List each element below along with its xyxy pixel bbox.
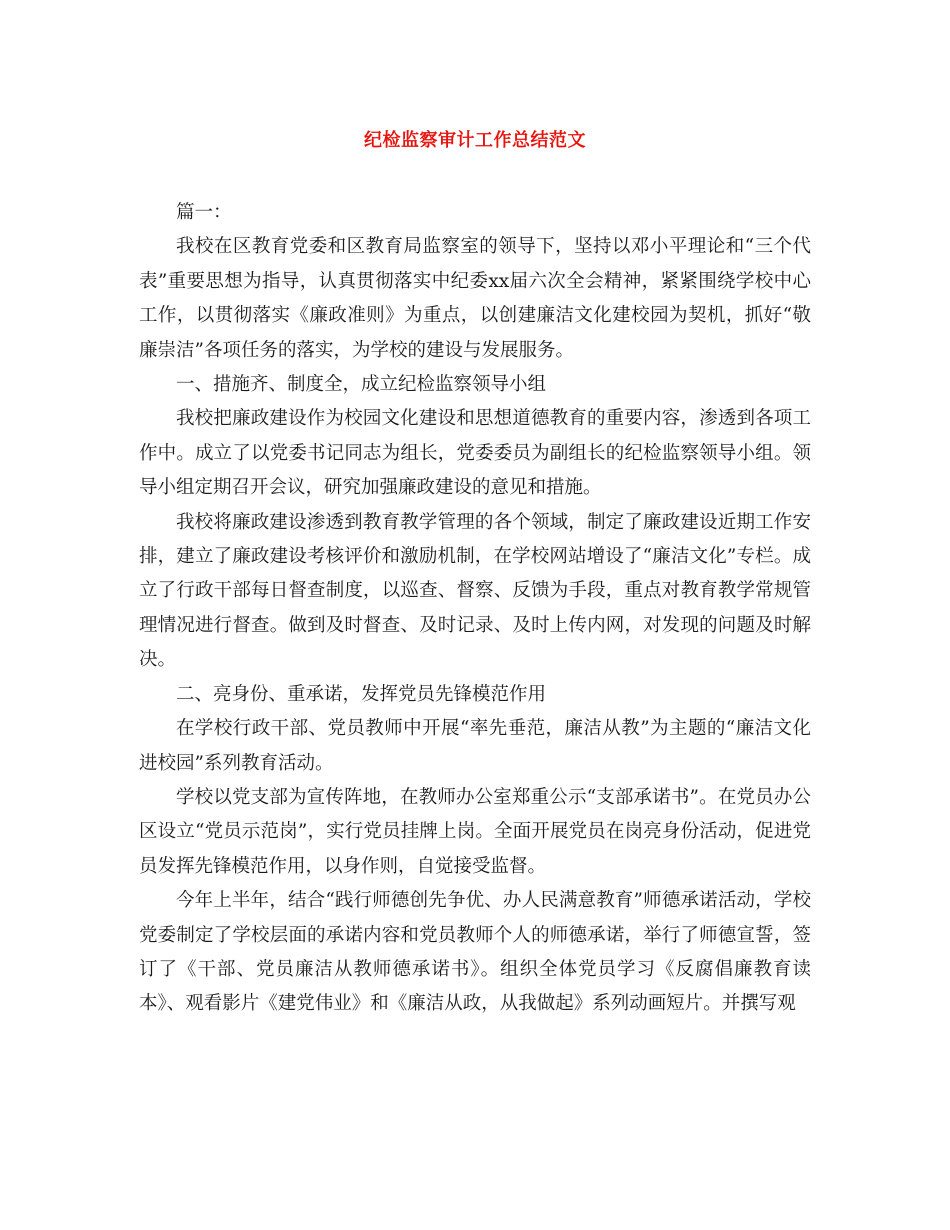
- section-heading-1: 一、措施齐、制度全，成立纪检监察领导小组: [176, 374, 547, 396]
- paragraph-part-label: 篇一：: [176, 202, 232, 223]
- document-title: 纪检监察审计工作总结范文: [364, 130, 586, 151]
- paragraph: 在学校行政干部、党员教师中开展“率先垂范，廉洁从教”为主题的“廉洁文化进校园”系列教育活动。: [139, 718, 811, 774]
- paragraph: 我校将廉政建设渗透到教育教学管理的各个领域，制定了廉政建设近期工作安排，建立了廉政建设考核评价和激励机制，在学校网站增设了“廉洁文化”专栏。成立了行政干部每日督查制度，以巡查、督察、反馈为手段，重点对教育教学常规管理情况进行督查。做到及时督查、及时记录、及时上传内网，对发现的问题及时解决。: [139, 511, 811, 671]
- paragraph: 学校以党支部为宣传阵地，在教师办公室郑重公示“支部承诺书”。在党员办公区设立“党员示范岗”，实行党员挂牌上岗。全面开展党员在岗亮身份活动，促进党员发挥先锋模范作用，以身作则，自觉接受监督。: [139, 786, 811, 877]
- paragraph-intro: 我校在区教育党委和区教育局监察室的领导下，坚持以邓小平理论和“三个代表”重要思想为指导，认真贯彻落实中纪委xx届六次全会精神，紧紧围绕学校中心工作，以贯彻落实《廉政准则》为重点，以创建廉洁文化建校园为契机，抓好“敬廉崇洁”各项任务的落实，为学校的建设与发展服务。: [139, 236, 811, 361]
- paragraph: 我校把廉政建设作为校园文化建设和思想道德教育的重要内容，渗透到各项工作中。成立了以党委书记同志为组长，党委委员为副组长的纪检监察领导小组。领导小组定期召开会议，研究加强廉政建设的意见和措施。: [139, 408, 811, 499]
- paragraph: 今年上半年，结合“践行师德创先争优、办人民满意教育”师德承诺活动，学校党委制定了学校层面的承诺内容和党员教师个人的师德承诺，举行了师德宣誓，签订了《干部、党员廉洁从教师德承诺书》。组织全体党员学习《反腐倡廉教育读本》、观看影片《建党伟业》和《廉洁从政，从我做起》系列动画短片。并撰写观: [139, 890, 811, 1015]
- document-body: [139, 196, 811, 1022]
- section-heading-2: 二、亮身份、重承诺，发挥党员先锋模范作用: [176, 683, 547, 705]
